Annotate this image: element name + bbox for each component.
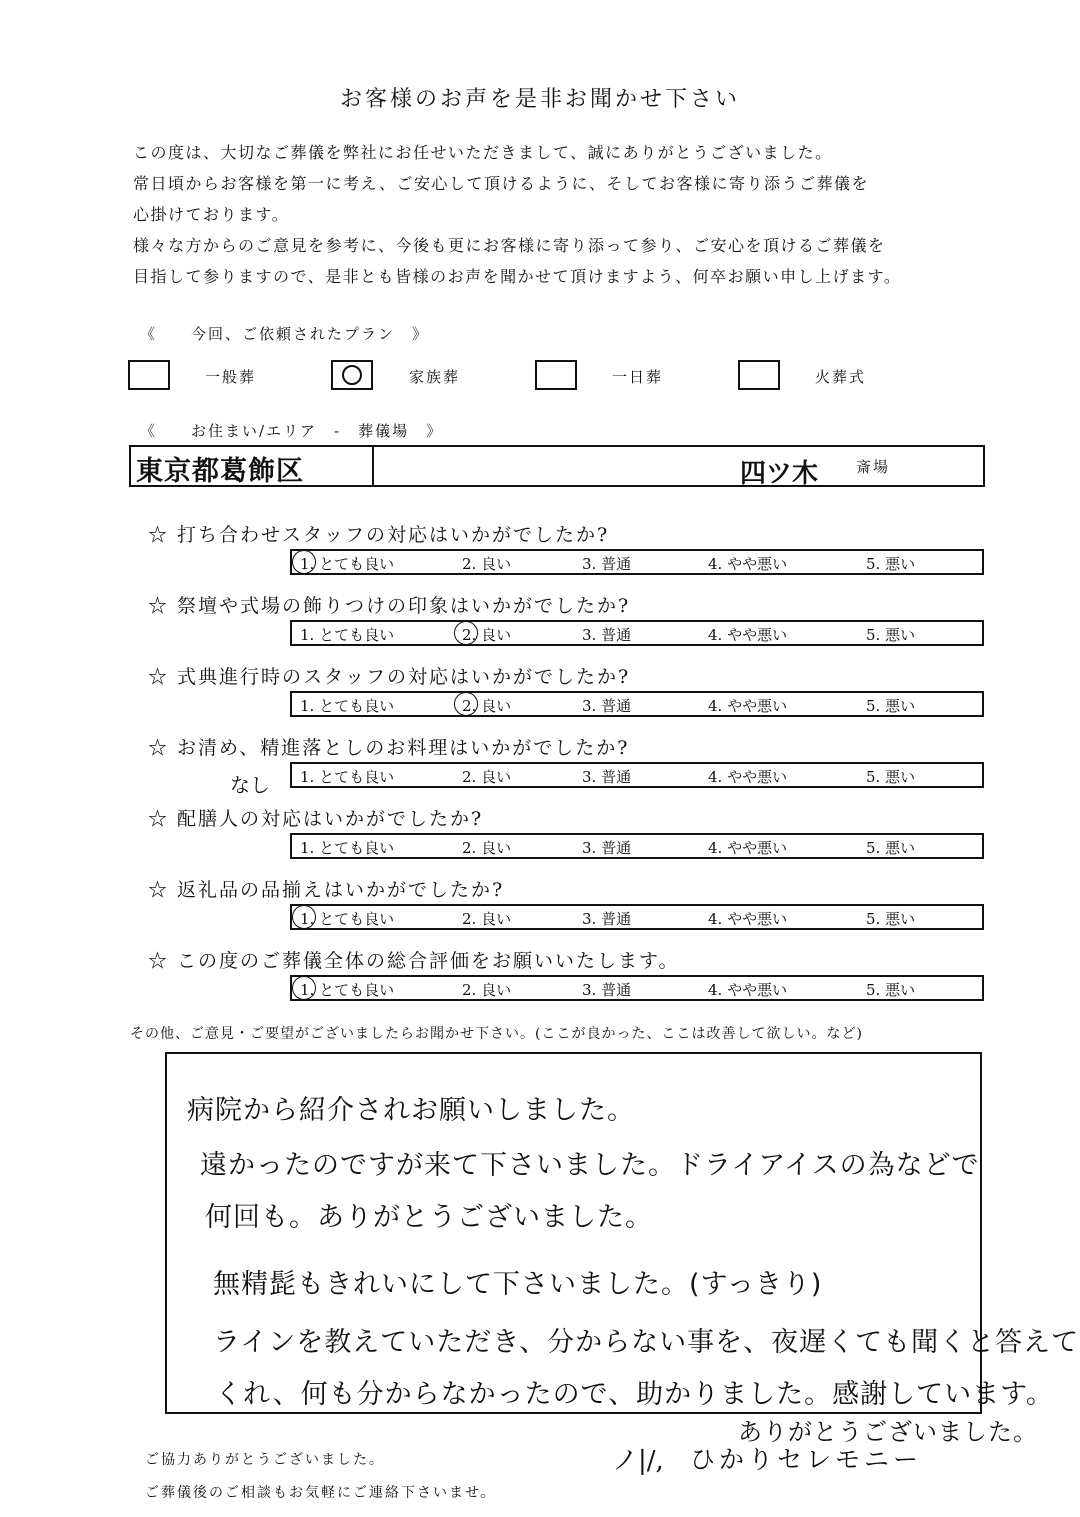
residence-value: 東京都葛飾区 xyxy=(136,456,304,487)
intro-line: 常日頃からお客様を第一に考え、ご安心して頂けるように、そしてお客様に寄り添うご葬儀を xyxy=(133,174,869,193)
rating-option-5[interactable]: 5. 悪い xyxy=(866,768,916,786)
comment-line: 無精髭もきれいにして下さいました。(すっきり) xyxy=(213,1269,823,1300)
rating-options-row xyxy=(290,549,984,575)
rating-options-row xyxy=(290,833,984,859)
selected-circle-mark xyxy=(292,905,316,929)
hall-name-value: 四ツ木 xyxy=(740,459,819,489)
selected-circle-mark xyxy=(292,976,316,1000)
question-text: ☆ この度のご葬儀全体の総合評価をお願いいたします。 xyxy=(148,950,680,972)
plan-checkbox-cremation[interactable] xyxy=(738,360,780,390)
rating-option-5[interactable]: 5. 悪い xyxy=(866,626,916,644)
area-section-label: 《 お住まい/エリア - 葬儀場 》 xyxy=(140,422,444,440)
rating-option-2[interactable]: 2. 良い xyxy=(462,626,512,644)
rating-option-1[interactable]: 1. とても良い xyxy=(300,626,395,644)
rating-option-2[interactable]: 2. 良い xyxy=(462,555,512,573)
rating-option-3[interactable]: 3. 普通 xyxy=(582,839,632,857)
plan-checkbox-one-day[interactable] xyxy=(535,360,577,390)
plan-label-general: 一般葬 xyxy=(205,368,257,386)
question-text: ☆ 返礼品の品揃えはいかがでしたか? xyxy=(148,879,505,901)
intro-line: 様々な方からのご意見を参考に、今後も更にお客様に寄り添って参り、ご安心を頂けるご葬儀を xyxy=(133,236,886,255)
rating-options-row xyxy=(290,691,984,717)
question-text: ☆ お清め、精進落としのお料理はいかがでしたか? xyxy=(148,737,630,759)
rating-option-1[interactable]: 1. とても良い xyxy=(300,910,395,928)
plan-section-label: 《 今回、ご依頼されたプラン 》 xyxy=(140,325,430,343)
rating-option-2[interactable]: 2. 良い xyxy=(462,910,512,928)
plan-checkbox-general[interactable] xyxy=(128,360,170,390)
rating-option-4[interactable]: 4. やや悪い xyxy=(708,839,788,857)
question-note: なし xyxy=(230,773,270,797)
rating-option-1[interactable]: 1. とても良い xyxy=(300,697,395,715)
rating-options-row xyxy=(290,762,984,788)
rating-option-5[interactable]: 5. 悪い xyxy=(866,910,916,928)
intro-line: この度は、大切なご葬儀を弊社にお任せいただきまして、誠にありがとうございました。 xyxy=(133,143,833,162)
area-divider xyxy=(372,445,374,487)
hall-suffix: 斎場 xyxy=(856,458,891,476)
rating-option-1[interactable]: 1. とても良い xyxy=(300,768,395,786)
comment-closing: ありがとうございました。 xyxy=(738,1418,1038,1446)
selected-circle-mark xyxy=(454,621,478,645)
rating-options-row xyxy=(290,620,984,646)
intro-paragraph xyxy=(133,137,1013,292)
rating-option-2[interactable]: 2. 良い xyxy=(462,697,512,715)
rating-option-4[interactable]: 4. やや悪い xyxy=(708,626,788,644)
rating-option-3[interactable]: 3. 普通 xyxy=(582,626,632,644)
footer-contact: ご葬儀後のご相談もお気軽にご連絡下さいませ。 xyxy=(145,1485,497,1501)
rating-options-row xyxy=(290,904,984,930)
rating-option-1[interactable]: 1. とても良い xyxy=(300,555,395,573)
rating-option-3[interactable]: 3. 普通 xyxy=(582,981,632,999)
rating-option-4[interactable]: 4. やや悪い xyxy=(708,555,788,573)
rating-option-2[interactable]: 2. 良い xyxy=(462,839,512,857)
comment-line: 遠かったのですが来て下さいました。ドライアイスの為などで xyxy=(200,1150,980,1181)
rating-option-1[interactable]: 1. とても良い xyxy=(300,839,395,857)
rating-option-1[interactable]: 1. とても良い xyxy=(300,981,395,999)
rating-option-5[interactable]: 5. 悪い xyxy=(866,697,916,715)
rating-option-3[interactable]: 3. 普通 xyxy=(582,697,632,715)
rating-option-5[interactable]: 5. 悪い xyxy=(866,555,916,573)
rating-option-4[interactable]: 4. やや悪い xyxy=(708,697,788,715)
question-text: ☆ 式典進行時のスタッフの対応はいかがでしたか? xyxy=(148,666,631,688)
rating-option-4[interactable]: 4. やや悪い xyxy=(708,981,788,999)
comment-line: 病院から紹介されお願いしました。 xyxy=(187,1095,635,1126)
rating-option-3[interactable]: 3. 普通 xyxy=(582,910,632,928)
rating-option-2[interactable]: 2. 良い xyxy=(462,768,512,786)
comment-line: 何回も。ありがとうございました。 xyxy=(205,1202,653,1233)
rating-option-3[interactable]: 3. 普通 xyxy=(582,768,632,786)
selected-circle-mark xyxy=(454,692,478,716)
question-text: ☆ 打ち合わせスタッフの対応はいかがでしたか? xyxy=(148,524,610,546)
rating-option-3[interactable]: 3. 普通 xyxy=(582,555,632,573)
comment-line: くれ、何も分からなかったので、助かりました。感謝しています。 xyxy=(215,1379,1054,1410)
intro-line: 目指して参りますので、是非とも皆様のお声を聞かせて頂けますよう、何卒お願い申し上げます。 xyxy=(133,267,902,286)
rating-options-row xyxy=(290,975,984,1001)
selected-circle-mark xyxy=(342,365,362,385)
pen-stroke-mark: ノ|/, xyxy=(612,1446,664,1476)
rating-option-5[interactable]: 5. 悪い xyxy=(866,839,916,857)
footer-thanks: ご協力ありがとうございました。 xyxy=(145,1452,385,1468)
plan-label-cremation: 火葬式 xyxy=(815,368,867,386)
plan-label-family: 家族葬 xyxy=(409,368,461,386)
comment-line: ラインを教えていただき、分からない事を、夜遅くても聞くと答えて xyxy=(213,1327,1080,1358)
intro-line: 心掛けております。 xyxy=(133,205,290,224)
comment-prompt: その他、ご意見・ご要望がございましたらお聞かせ下さい。(ここが良かった、ここは改善して欲しい。など) xyxy=(130,1026,863,1042)
rating-option-5[interactable]: 5. 悪い xyxy=(866,981,916,999)
rating-option-4[interactable]: 4. やや悪い xyxy=(708,910,788,928)
question-text: ☆ 配膳人の対応はいかがでしたか? xyxy=(148,808,484,830)
plan-checkbox-family[interactable] xyxy=(331,360,373,390)
plan-label-one-day: 一日葬 xyxy=(612,368,664,386)
rating-option-2[interactable]: 2. 良い xyxy=(462,981,512,999)
company-signature: ひかりセレモニー xyxy=(690,1445,923,1474)
rating-option-4[interactable]: 4. やや悪い xyxy=(708,768,788,786)
form-title: お客様のお声を是非お聞かせ下さい xyxy=(339,87,740,112)
question-text: ☆ 祭壇や式場の飾りつけの印象はいかがでしたか? xyxy=(148,595,631,617)
selected-circle-mark xyxy=(292,550,316,574)
